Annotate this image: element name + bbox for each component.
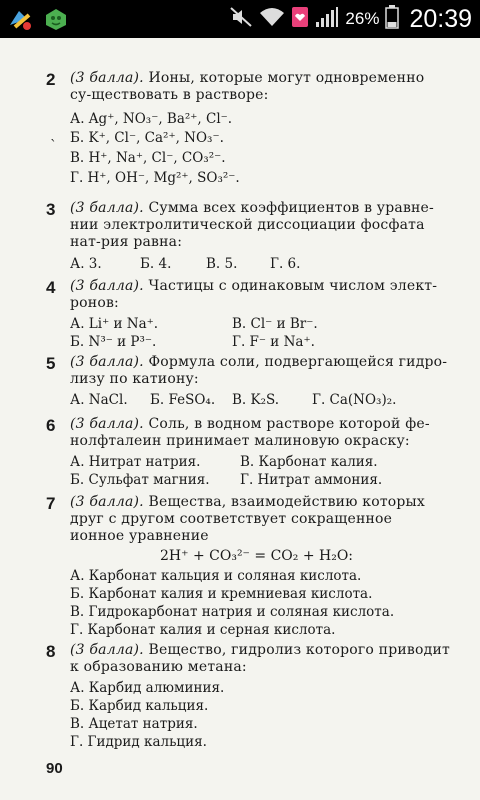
option-a: А. Нитрат натрия. xyxy=(70,454,201,470)
option-b: Б. Сульфат магния. xyxy=(70,472,210,488)
option-v: В. H⁺, Na⁺, Cl⁻, CO₃²⁻. xyxy=(70,150,226,166)
question-text xyxy=(70,642,450,676)
question-number: 4 xyxy=(46,278,56,297)
option-g: Г. Нитрат аммония. xyxy=(240,472,383,488)
gallery-notification-icon xyxy=(291,6,309,33)
question-prompt: Вещества, взаимодействию которых друг с другом соответствует сокращенное ионное уравнение xyxy=(70,494,425,544)
option-a: А. Ag⁺, NO₃⁻, Ba²⁺, Cl⁻. xyxy=(70,111,233,127)
question-prompt: Вещество, гидролиз которого приводит к образованию метана: xyxy=(70,642,450,675)
option-a: А. Карбид алюминия. xyxy=(70,680,225,696)
battery-percent: 26% xyxy=(345,9,380,28)
question-number: 7 xyxy=(46,494,56,513)
status-clock: 20:39 xyxy=(409,4,472,33)
question-points: (3 балла). xyxy=(70,354,144,370)
question-prompt: Соль, в водном растворе которой фе-нолфталеин принимает малиновую окраску: xyxy=(70,416,430,449)
document-page[interactable] xyxy=(0,38,480,800)
question-number: 6 xyxy=(46,416,56,435)
question-number: 8 xyxy=(46,642,56,661)
question-prompt: Сумма всех коэффициентов в уравне-нии электролитической диссоциации фосфата нат-рия равна: xyxy=(70,200,434,250)
option-g: Г. F⁻ и Na⁺. xyxy=(232,334,315,350)
question-points: (3 балла). xyxy=(70,494,144,510)
option-g: Г. H⁺, OH⁻, Mg²⁺, SO₃²⁻. xyxy=(70,170,240,186)
notification-app-icon[interactable] xyxy=(6,6,34,32)
page-number: 90 xyxy=(46,760,63,777)
battery-icon xyxy=(385,5,399,34)
question-points: (3 балла). xyxy=(70,200,144,216)
status-bar xyxy=(0,0,480,38)
option-b: Б. 4. xyxy=(140,256,172,272)
option-g: Г. Карбонат калия и серная кислота. xyxy=(70,622,336,638)
question-points: (3 балла). xyxy=(70,278,144,294)
notification-dog-icon[interactable] xyxy=(42,6,70,32)
question-points: (3 балла). xyxy=(70,416,144,432)
option-v: В. Ацетат натрия. xyxy=(70,716,198,732)
question-text xyxy=(70,416,450,450)
stray-mark: ` xyxy=(50,138,57,154)
option-b: Б. Карбид кальция. xyxy=(70,698,209,714)
signal-icon xyxy=(315,6,339,33)
option-a: А. 3. xyxy=(70,256,102,272)
option-b: Б. N³⁻ и P³⁻. xyxy=(70,334,157,350)
question-text xyxy=(70,494,450,545)
question-prompt: Формула соли, подвергающейся гидро-лизу по катиону: xyxy=(70,354,448,387)
question-number: 5 xyxy=(46,354,56,373)
option-a: А. Li⁺ и Na⁺. xyxy=(70,316,159,332)
question-number: 2 xyxy=(46,70,56,89)
option-v: В. 5. xyxy=(206,256,238,272)
question-prompt: Ионы, которые могут одновременно су-ществовать в растворе: xyxy=(70,70,425,103)
option-g: Г. Гидрид кальция. xyxy=(70,734,207,750)
question-text xyxy=(70,200,450,251)
option-b: Б. FeSO₄. xyxy=(150,392,216,408)
option-b: Б. K⁺, Cl⁻, Ca²⁺, NO₃⁻. xyxy=(70,130,224,146)
option-a: А. NaCl. xyxy=(70,392,128,408)
option-v: В. Cl⁻ и Br⁻. xyxy=(232,316,318,332)
question-text xyxy=(70,354,450,388)
question-prompt: Частицы с одинаковым числом элект-ронов: xyxy=(70,278,438,311)
mute-icon xyxy=(229,6,253,33)
option-v: В. Карбонат калия. xyxy=(240,454,378,470)
question-number: 3 xyxy=(46,200,56,219)
question-points: (3 балла). xyxy=(70,70,144,86)
wifi-icon xyxy=(259,6,285,33)
ionic-equation: 2H⁺ + CO₃²⁻ = CO₂ + H₂O: xyxy=(160,548,354,564)
option-a: А. Карбонат кальция и соляная кислота. xyxy=(70,568,362,584)
option-b: Б. Карбонат калия и кремниевая кислота. xyxy=(70,586,373,602)
option-v: В. K₂S. xyxy=(232,392,280,408)
option-v: В. Гидрокарбонат натрия и соляная кислота. xyxy=(70,604,395,620)
question-text xyxy=(70,278,450,312)
question-points: (3 балла). xyxy=(70,642,144,658)
option-g: Г. Ca(NO₃)₂. xyxy=(312,392,397,408)
option-g: Г. 6. xyxy=(270,256,301,272)
question-text xyxy=(70,70,450,104)
